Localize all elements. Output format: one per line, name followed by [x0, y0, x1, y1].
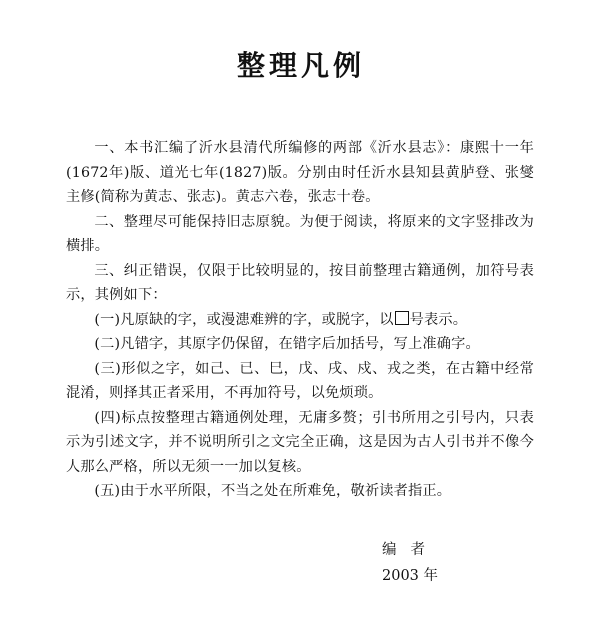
- paragraph-2: 二、整理尽可能保持旧志原貌。为便于阅读，将原来的文字竖排改为横排。: [66, 213, 534, 254]
- paragraph-5: (二)凡错字，其原字仍保留，在错字后加括号，写上准确字。: [94, 336, 480, 352]
- document-body: [66, 136, 534, 504]
- paragraph-7: (四)标点按整理古籍通例处理，无庸多赘；引书所用之引号内，只表示为引述文字，并不说明所引之文完全正确，这是因为古人引书并不像今人那么严格，所以无须一一加以复核。: [66, 409, 534, 475]
- missing-char-square-icon: [395, 311, 409, 325]
- signature-year: 2003 年: [382, 568, 439, 584]
- paragraph-6: (三)形似之字，如己、已、巳，戊、戌、戍、戎之类，在古籍中经常混淆，则择其正者采用，不再加符号，以免烦琐。: [66, 360, 534, 401]
- paragraph-8: (五)由于水平所限，不当之处在所难免，敬祈读者指正。: [94, 483, 452, 499]
- paragraph-4-text-after: 号表示。: [409, 311, 468, 328]
- page-title: 整理凡例: [236, 49, 365, 82]
- paragraph-4: [66, 308, 534, 333]
- paragraph-3: 三、纠正错误，仅限于比较明显的，按目前整理古籍通例，加符号表示，其例如下：: [66, 262, 534, 303]
- editor-signature: 编者: [382, 542, 439, 558]
- paragraph-4-text-before: (一)凡原缺的字，或漫漶难辨的字，或脱字，以: [94, 311, 394, 328]
- paragraph-1: 一、本书汇编了沂水县清代所编修的两部《沂水县志》：康熙十一年(1672年)版、道光七年(1827)版。分别由时任沂水县知县黄胪登、张燮主修(简称为黄志、张志)。黄志六卷，张志十卷。: [66, 140, 534, 205]
